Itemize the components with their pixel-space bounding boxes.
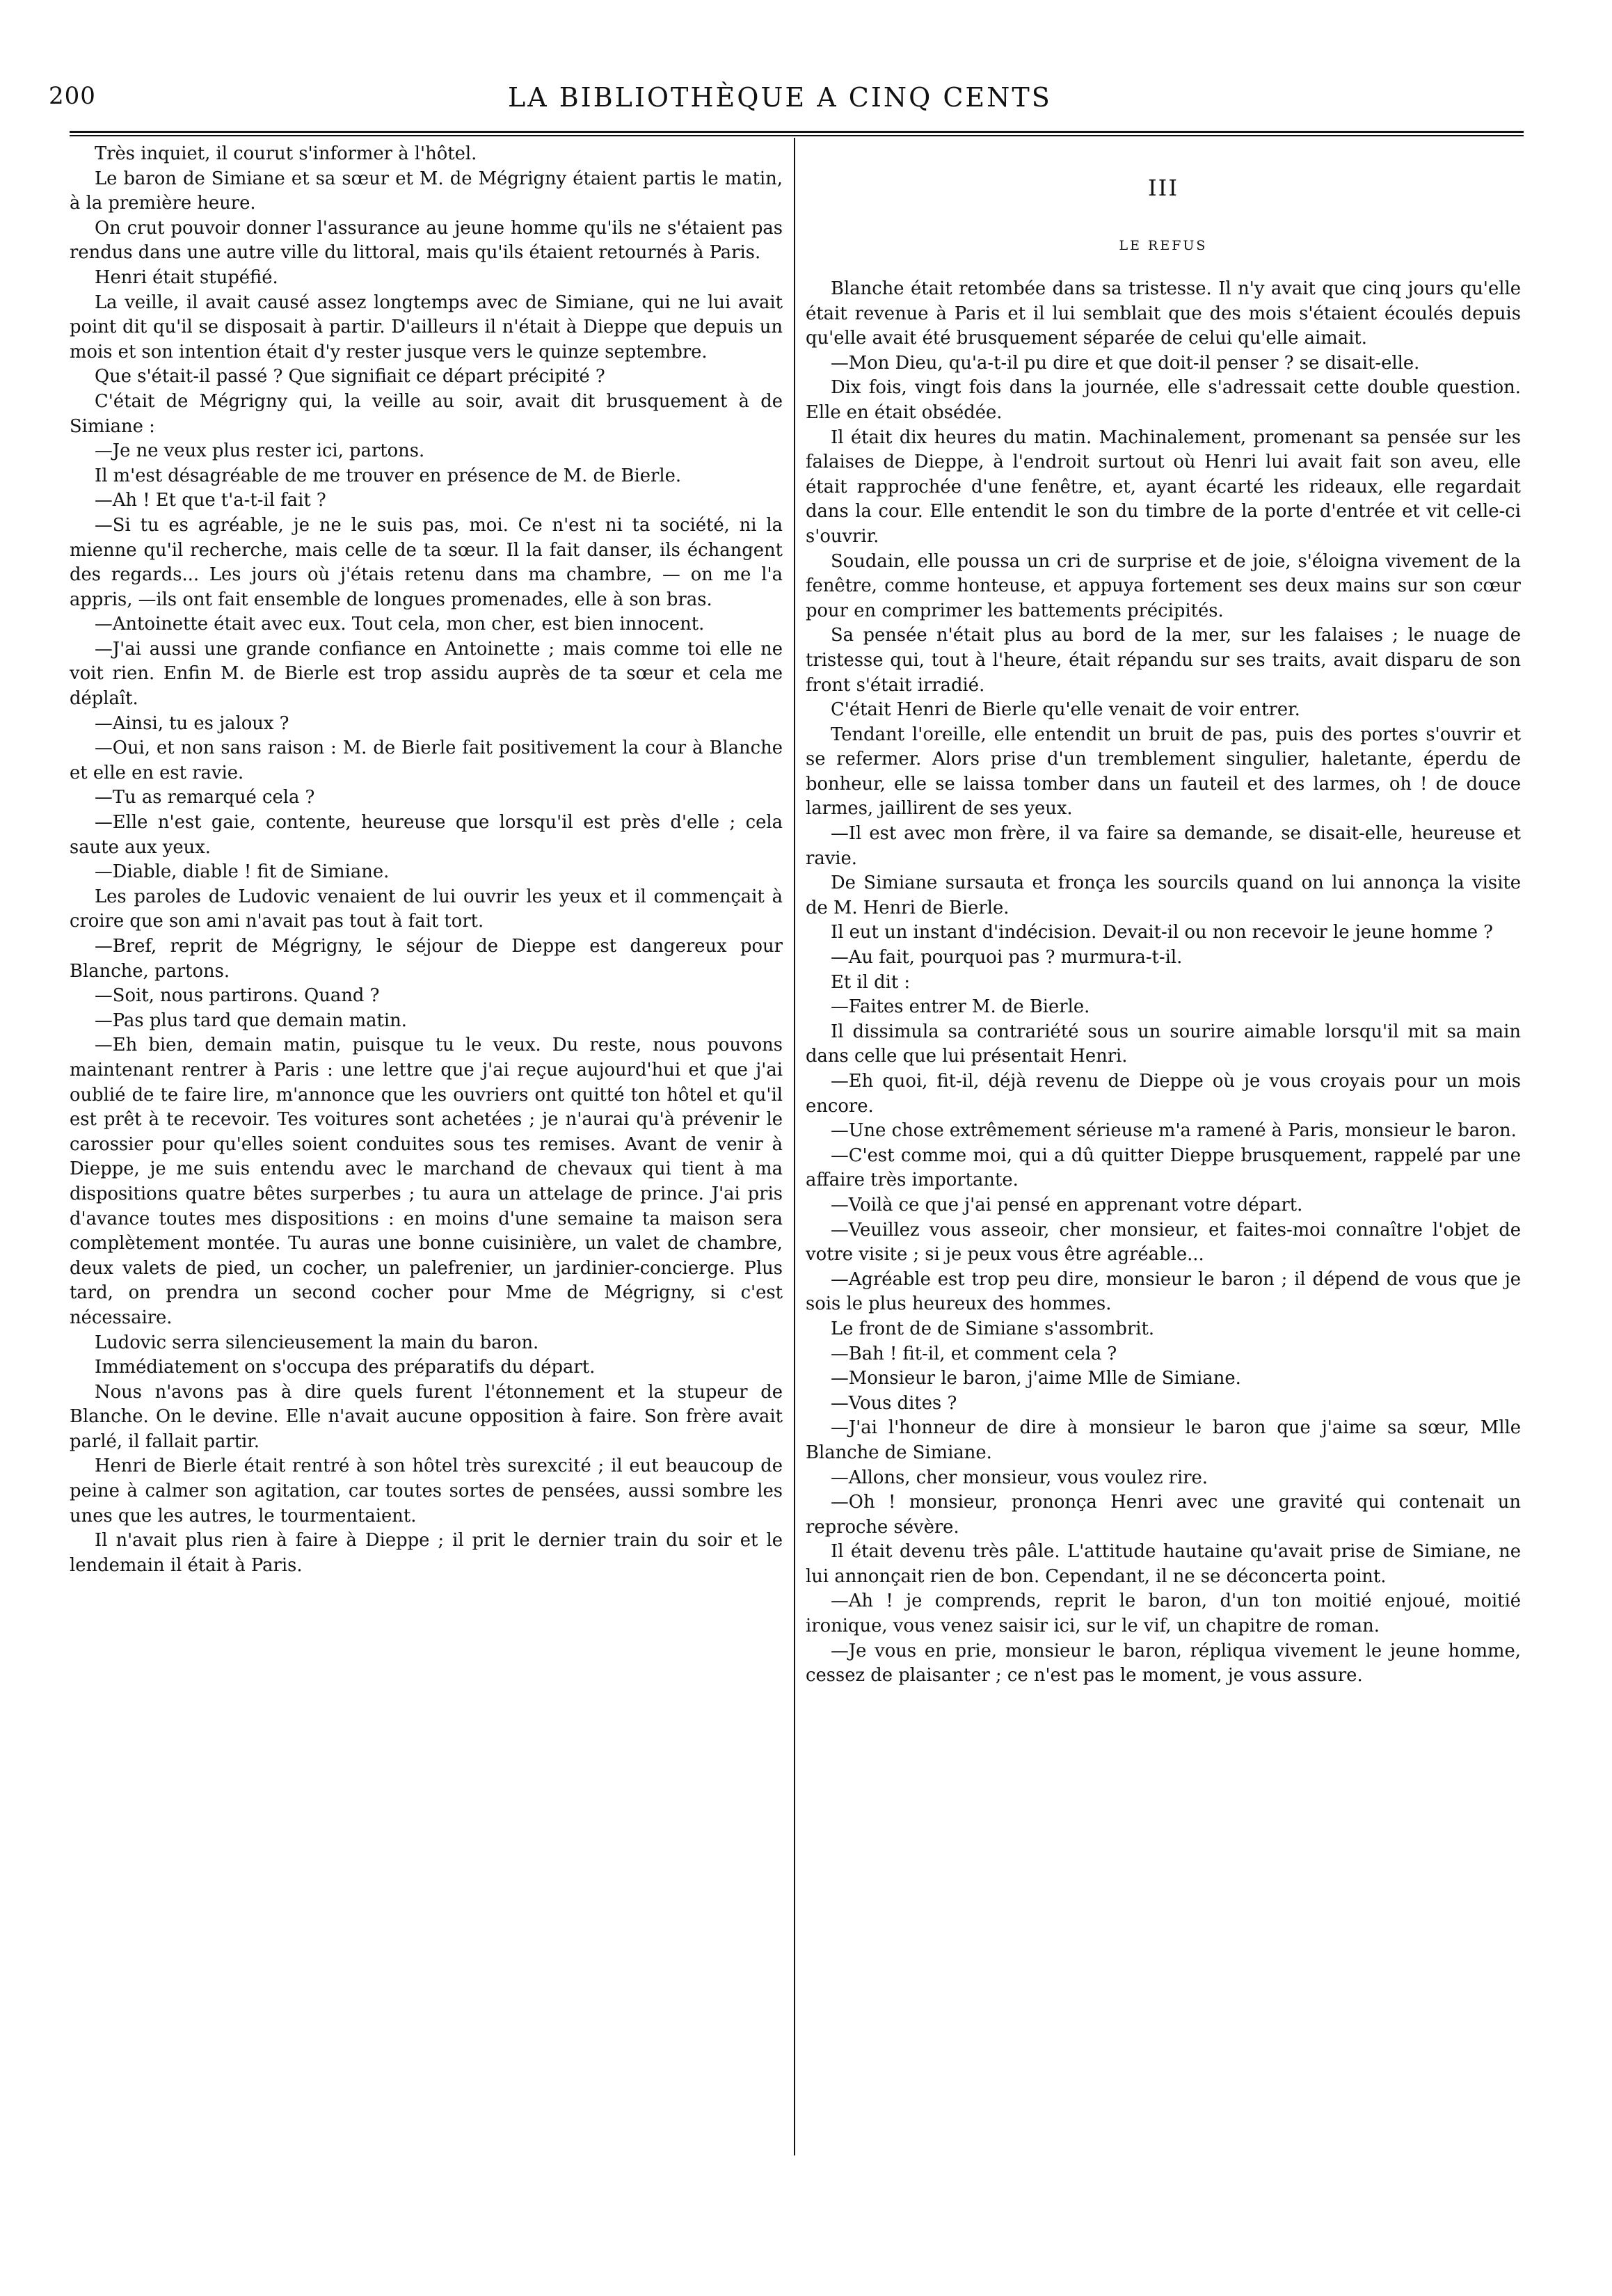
- paragraph: De Simiane sursauta et fronça les sourcils quand on lui annonça la visite de M. Henri de Bierle.: [806, 872, 1521, 918]
- paragraph: —Je vous en prie, monsieur le baron, répliqua vivement le jeune homme, cessez de plaisanter ; ce n'est pas le moment, je vous assure.: [806, 1640, 1521, 1687]
- paragraph: La veille, il avait causé assez longtemps avec de Simiane, qui ne lui avait point dit qu'il se disposait à partir. D'ailleurs il n'était à Dieppe que depuis un mois et son intention était d'y rester jusque vers le quinze septembre.: [70, 292, 783, 362]
- header-rule: [70, 131, 1524, 136]
- paragraph: —Eh bien, demain matin, puisque tu le veux. Du reste, nous pouvons maintenant rentrer à Paris : une lettre que j'ai reçue aujourd'hui et que j'ai oublié de te faire lire, m'annonce que les ouvriers ont quitté ton hôtel et qu'il est prêt à te recevoir. Tes voitures sont achetées ; je n'aurai qu'à prévenir le carossier pour qu'elles soient conduites sous tes remises. Avant de venir à Dieppe, je me suis entendu avec le marchand de chevaux qui tient à ma dispositions quatre bêtes surperbes ; tu aura un attelage de prince. J'ai pris d'avance toutes mes dispositions : en moins d'une semaine ta maison sera complètement montée. Tu auras une bonne cuisinière, un valet de chambre, deux valets de pied, un cocher, un palefrenier, un jardinier-concierge. Plus tard, on prendra un second cocher pour Mme de Mégrigny, si c'est nécessaire.: [70, 1035, 783, 1328]
- paragraph: C'était Henri de Bierle qu'elle venait de voir entrer.: [831, 699, 1300, 721]
- paragraph: —Vous dites ?: [831, 1392, 957, 1414]
- paragraph: Tendant l'oreille, elle entendit un bruit de pas, puis des portes s'ouvrir et se refermer. Alors prise d'un tremblement singulier, haletante, éperdu de bonheur, elle se laissa tomber dans un fauteil et des larmes, oh ! de douce larmes, jaillirent de ses yeux.: [806, 724, 1521, 820]
- paragraph: —Antoinette était avec eux. Tout cela, mon cher, est bien innocent.: [95, 614, 705, 635]
- paragraph: Que s'était-il passé ? Que signifiait ce départ précipité ?: [95, 366, 605, 388]
- paragraph: Le front de de Simiane s'assombrit.: [831, 1318, 1155, 1339]
- running-title: LA BIBLIOTHÈQUE A CINQ CENTS: [508, 82, 1052, 113]
- paragraph: —Bref, reprit de Mégrigny, le séjour de Dieppe est dangereux pour Blanche, partons.: [70, 936, 783, 982]
- paragraph: Il m'est désagréable de me trouver en présence de M. de Bierle.: [95, 465, 682, 486]
- paragraph: —Agréable est trop peu dire, monsieur le baron ; il dépend de vous que je sois le plus heureux des hommes.: [806, 1268, 1521, 1315]
- paragraph: Blanche était retombée dans sa tristesse. Il n'y avait que cinq jours qu'elle était revenue à Paris et il lui semblait que des mois s'étaient écoulés depuis qu'elle avait été brusquement séparée de celui qu'elle aimait.: [806, 278, 1521, 349]
- paragraph: —Oh ! monsieur, prononça Henri avec une gravité qui contenait un reproche sévère.: [806, 1492, 1521, 1538]
- page-number: 200: [49, 82, 96, 110]
- column-divider: [794, 138, 795, 2155]
- paragraph: —Il est avec mon frère, il va faire sa demande, se disait-elle, heureuse et ravie.: [806, 823, 1521, 869]
- paragraph: —Faites entrer M. de Bierle.: [831, 996, 1090, 1018]
- paragraph: Il eut un instant d'indécision. Devait-il ou non recevoir le jeune homme ?: [831, 922, 1494, 943]
- paragraph: —Soit, nous partirons. Quand ?: [95, 985, 380, 1007]
- paragraph: —Monsieur le baron, j'aime Mlle de Simiane.: [831, 1368, 1241, 1389]
- paragraph: —J'ai aussi une grande confiance en Antoinette ; mais comme toi elle ne voit rien. Enfin M. de Bierle est trop assidu auprès de ta sœur et cela me déplaît.: [70, 638, 783, 710]
- paragraph: —Au fait, pourquoi pas ? murmura-t-il.: [831, 947, 1183, 968]
- paragraph: Les paroles de Ludovic venaient de lui ouvrir les yeux et il commençait à croire que son ami n'avait pas tout à fait tort.: [70, 886, 783, 932]
- paragraph: Très inquiet, il courut s'informer à l'hôtel.: [95, 143, 477, 164]
- paragraph: Il était dix heures du matin. Machinalement, promenant sa pensée sur les falaises de Dieppe, à l'endroit surtout où Henri lui avait fait son aveu, elle était rapprochée d'une fenêtre, et, ayant écarté les rideaux, elle regardait dans la cour. Elle entendit le son du timbre de la porte d'entrée et vit celle-ci s'ouvrir.: [806, 426, 1521, 547]
- paragraph: Henri de Bierle était rentré à son hôtel très surexcité ; il eut beaucoup de peine à calmer son agitation, car toutes sortes de pensées, aussi sombre les unes que les autres, le tourmentaient.: [70, 1456, 783, 1526]
- paragraph: —Ainsi, tu es jaloux ?: [95, 712, 289, 734]
- paragraph: C'était de Mégrigny qui, la veille au soir, avait dit brusquement à de Simiane :: [70, 390, 783, 437]
- right-column: [806, 142, 1521, 1689]
- chapter-title: LE REFUS: [1119, 238, 1208, 253]
- paragraph: —Une chose extrêmement sérieuse m'a ramené à Paris, monsieur le baron.: [831, 1120, 1517, 1142]
- paragraph: —Ah ! je comprends, reprit le baron, d'un ton moitié enjoué, moitié ironique, vous venez saisir ici, sur le vif, un chapitre de roman.: [806, 1591, 1521, 1637]
- paragraph: Il était devenu très pâle. L'attitude hautaine qu'avait prise de Simiane, ne lui annonçait rien de bon. Cependant, il ne se déconcerta point.: [806, 1541, 1521, 1587]
- right-paragraphs: [806, 277, 1521, 1689]
- paragraph: Le baron de Simiane et sa sœur et M. de Mégrigny étaient partis le matin, à la première heure.: [70, 168, 783, 214]
- paragraph: On crut pouvoir donner l'assurance au jeune homme qu'ils ne s'étaient pas rendus dans une autre ville du littoral, mais qu'ils étaient retournés à Paris.: [70, 217, 783, 264]
- paragraph: —Bah ! fit-il, et comment cela ?: [831, 1343, 1117, 1364]
- paragraph: Dix fois, vingt fois dans la journée, elle s'adressait cette double question. Elle en était obsédée.: [806, 377, 1521, 423]
- paragraph: Nous n'avons pas à dire quels furent l'étonnement et la stupeur de Blanche. On le devine. Elle n'avait aucune opposition à faire. Son frère avait parlé, il fallait partir.: [70, 1381, 783, 1452]
- paragraph: —Je ne veux plus rester ici, partons.: [95, 440, 425, 462]
- paragraph: —Veuillez vous asseoir, cher monsieur, et faites-moi connaître l'objet de votre visite ; si je peux vous être agréable...: [806, 1219, 1521, 1266]
- paragraph: —C'est comme moi, qui a dû quitter Dieppe brusquement, rappelé par une affaire très importante.: [806, 1145, 1521, 1191]
- paragraph: —Pas plus tard que demain matin.: [95, 1010, 407, 1031]
- paragraph: —J'ai l'honneur de dire à monsieur le baron que j'aime sa sœur, Mlle Blanche de Simiane.: [806, 1417, 1521, 1463]
- paragraph: —Allons, cher monsieur, vous voulez rire.: [831, 1467, 1208, 1488]
- paragraph: —Mon Dieu, qu'a-t-il pu dire et que doit-il penser ? se disait-elle.: [831, 352, 1420, 374]
- page-header: [49, 82, 1565, 124]
- paragraph: —Si tu es agréable, je ne le suis pas, moi. Ce n'est ni ta société, ni la mienne qu'il recherche, mais celle de ta sœur. Il la fait danser, ils échangent des regards... Les jours où j'étais retenu dans ma chambre, — on me l'a appris, —ils ont fait ensemble de longues promenades, elle à son bras.: [70, 514, 783, 610]
- paragraph: —Eh quoi, fit-il, déjà revenu de Dieppe où je vous croyais pour un mois encore.: [806, 1071, 1521, 1117]
- paragraph: Il dissimula sa contrariété sous un sourire aimable lorsqu'il mit sa main dans celle que lui présentait Henri.: [806, 1021, 1521, 1067]
- paragraph: Et il dit :: [831, 971, 911, 993]
- paragraph: —Elle n'est gaie, contente, heureuse que lorsqu'il est près d'elle ; cela saute aux yeux.: [70, 812, 783, 858]
- paragraph: —Diable, diable ! fit de Simiane.: [95, 861, 390, 883]
- paragraph: —Voilà ce que j'ai pensé en apprenant votre départ.: [831, 1194, 1303, 1215]
- left-column: [70, 142, 783, 1578]
- paragraph: —Oui, et non sans raison : M. de Bierle fait positivement la cour à Blanche et elle en est ravie.: [70, 738, 783, 783]
- paragraph: Sa pensée n'était plus au bord de la mer, sur les falaises ; le nuage de tristesse qui, tout à l'heure, était répandu sur ses traits, avait disparu de son front s'était irradié.: [806, 625, 1521, 696]
- paragraph: Immédiatement on s'occupa des préparatifs du départ.: [95, 1357, 596, 1378]
- paragraph: Ludovic serra silencieusement la main du baron.: [95, 1332, 539, 1353]
- paragraph: Henri était stupéfié.: [95, 266, 278, 288]
- chapter-number: III: [1148, 175, 1179, 201]
- paragraph: —Ah ! Et que t'a-t-il fait ?: [95, 490, 326, 511]
- paragraph: —Tu as remarqué cela ?: [95, 787, 315, 808]
- paragraph: Il n'avait plus rien à faire à Dieppe ; il prit le dernier train du soir et le lendemain il était à Paris.: [70, 1530, 783, 1576]
- paragraph: Soudain, elle poussa un cri de surprise et de joie, s'éloigna vivement de la fenêtre, comme honteuse, et appuya fortement ses deux mains sur son cœur pour en comprimer les battements précipités.: [806, 550, 1521, 621]
